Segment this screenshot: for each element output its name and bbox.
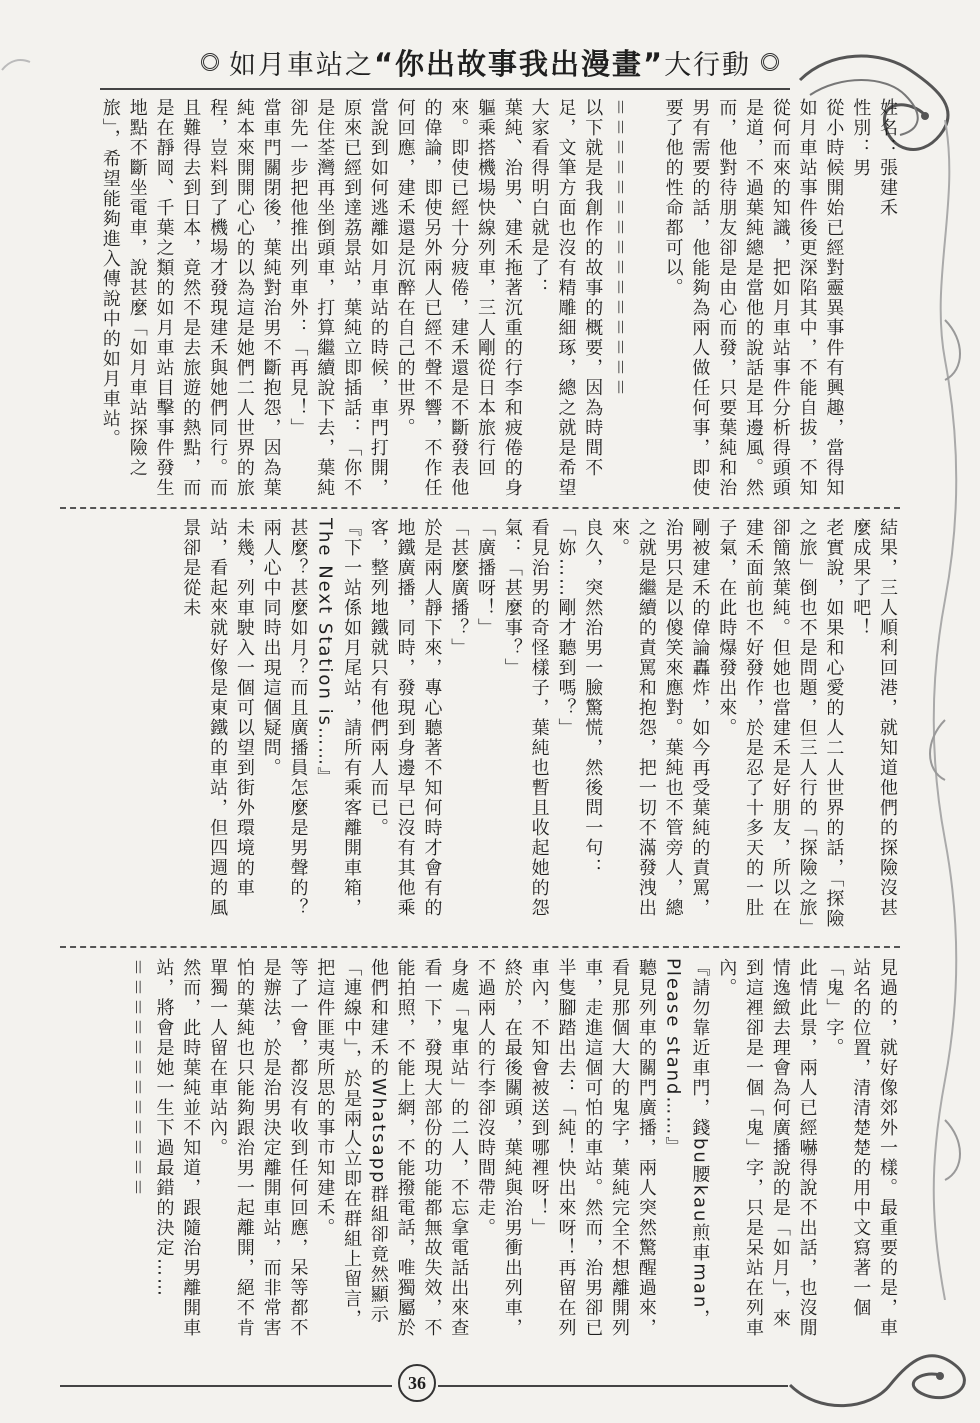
header-suffix: 大行動 [664,49,752,81]
right-side-vine-ornament-icon [920,120,970,1300]
story-section-1 [80,98,900,498]
header-highlight: “你出故事我出漫畫” [373,46,665,81]
story-section-3 [80,958,900,1348]
footer-rule-right [438,1385,788,1387]
footer-rule-left [60,1385,392,1387]
story-section-1-text: 姓名：張建禾 性別：男 從小時候開始已經對靈異事件有興趣，當得知如月車站事件後更深陷其中，不能自拔，不知從何而來的知識，把如月車站事件分析得頭頭是道，不過葉純總是當他的說話是耳邊風。然而，他對待朋友卻是由心而發，只要葉純和治男有需要的話，他能夠為兩人做任何事，即使要了他的性命都可以。 ＝＝＝＝＝＝＝＝＝＝＝＝＝＝＝ 以下就是我創作的故事的概要，因為時間不足，文筆方面也沒有精雕細琢，總之就是希望大家看得明白就是了： 葉純、治男、建禾拖著沉重的行李和疲倦的身軀乘搭機場快線列車，三人剛從日本旅行回來。即使已經十分疲倦，建禾還是不斷發表他的偉論，即使另外兩人已經不聲不響，不作任何回應，建禾還是沉醉在自己的世界。 當說到如何逃離如月車站的時候，車門打開，原來已經到達荔景站，葉純立即插話：「你不是住荃灣再坐倒頭車，打算繼續說下去，葉純卻先一步把他推出列車外：「再見！」 當車門關閉後，葉純對治男不斷抱怨，因為葉純本來開開心心的以為這是她們二人世界的旅程，豈料到了機場才發現建禾與她們同行。而且難得去到日本，竟然不是去旅遊的熱點，而是在靜岡、千葉之類的如月車站目擊事件發生地點不斷坐電車，說甚麼「如月車站探險之旅」，希望能夠進入傳說中的如月車站。 [99,98,898,498]
header-prefix: 如月車站之 [228,49,374,81]
page-number: 36 [398,1364,436,1402]
top-left-corner-mark-icon [0,50,40,80]
header-bullet-right-icon [761,53,779,71]
header-rule [100,88,790,90]
story-section-2-text: 結果，三人順利回港，就知道他們的探險沒甚麼成果了吧！ 老實說，如果和心愛的人二人世界的話，「探險之旅」倒也不是問題，但三人行的「探險之旅」卻簡煞葉純。但她也當建禾是好朋友，所以在建禾面前也不好發作，於是忍了十多天的一肚子氣，在此時爆發出來。 剛被建禾的偉論轟炸，如今再受葉純的責罵，治男只是以傻笑來應對。葉純也不管旁人，總之就是繼續的責罵和抱怨，把一切不滿發洩出來。 良久，突然治男一臉驚慌，然後問一句：「妳……剛才聽到嗎？」 看見治男的奇怪樣子，葉純也暫且收起她的怨氣：「甚麼事？」 「廣播呀！」 「甚麼廣播？」 於是兩人靜下來，專心聽著不知何時才會有的地鐵廣播，同時，發現到身邊早已沒有其他乘客，整列地鐵就只有他們兩人而已。 『下一站係如月尾站，請所有乘客離開車箱，The Next Station is……』 甚麼？甚麼如月？而且廣播員怎麼是男聲的？兩人心中同時出現這個疑問。 未幾，列車駛入一個可以望到街外環境的車站，看起來就好像是東鐵的車站，但四週的風景卻是從未 [180,518,898,929]
header-bullet-left-icon [201,53,219,71]
story-section-2 [80,518,900,936]
section-divider-2 [60,946,900,948]
story-section-3-text: 見過的，就好像郊外一樣。最重要的是，車站名的位置，清清楚楚的用中文寫著一個「鬼」字。 此情此景，兩人已經嚇得說不出話，也沒閒情逸緻去理會為何廣播說的是「如月」，來到這裡卻是一個「鬼」字，只是呆站在列車內。 『請勿靠近車門，錢bu腰kau煎車man，Please stand……』 聽見列車的關門廣播，兩人突然驚醒過來，看見那個大大的鬼字，葉純完全不想離開列車，走進這個可怕的車站。然而，治男卻已半隻腳踏出去：「純！快出來呀！再留在列車內，不知會被送到哪裡呀！」 終於，在最後關頭，葉純與治男衝出列車，不過兩人的行李卻沒時間帶走。 身處「鬼車站」的二人，不忘拿電話出來查看一下，發現大部份的功能都無故失效，不能拍照，不能上網，不能撥電話，唯獨屬於他們和建禾的Whatsapp群組卻竟然顯示「連線中」，於是兩人立即在群組上留言，把這件匪夷所思的事市知建禾。 等了一會，都沒有收到任何回應，呆等都不是辦法，於是治男決定離開車站，而非常害怕的葉純也只能夠跟治男一起離開，絕不肯單獨一人留在車站內。 然而，此時葉純並不知道，跟隨治男離開車站，將會是她一生下過最錯的決定…… ＝＝＝＝＝＝＝＝＝＝＝＝ [126,958,898,1338]
section-divider-1 [60,507,900,509]
